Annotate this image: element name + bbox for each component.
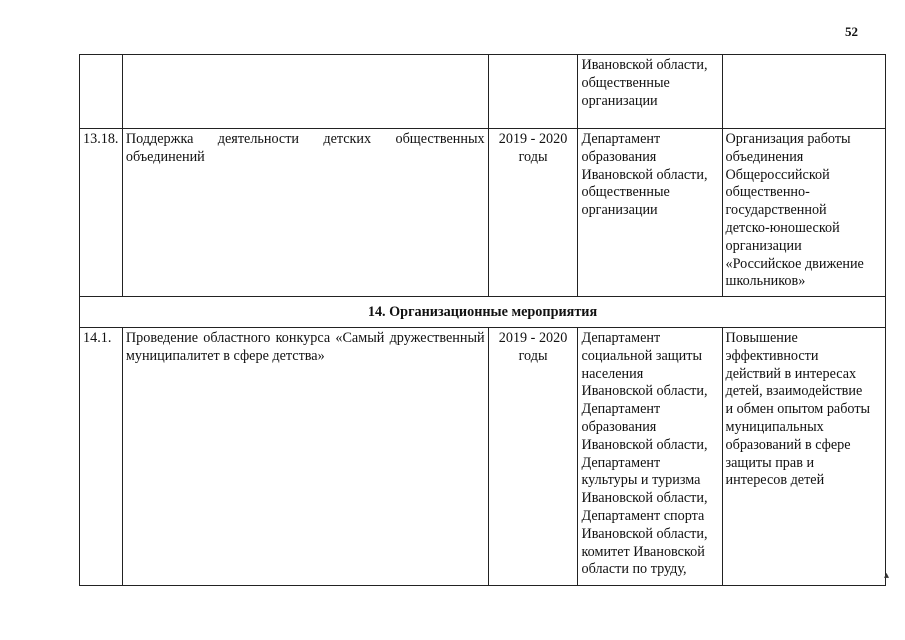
section-title: 14. Организационные мероприятия — [80, 297, 886, 328]
table-row-continuation — [80, 55, 886, 129]
cell-result: Организация работы объединения Общероссийской общественно- государственной детско-юношеской организации «Российское движение школьников» — [722, 129, 885, 297]
table-row-14-1 — [80, 328, 886, 586]
cell-term — [488, 55, 578, 129]
cell-term: 2019 - 2020 годы — [488, 328, 578, 586]
cell-executors: Департамент социальной защиты населения Ивановской области, Департамент образования Ивановской области, Департамент культуры и туризма Ивановской области, Департамент спорта Ивановской области, комитет Ивановской области по труду, — [578, 328, 722, 586]
cell-executors: Ивановской области, общественные организации — [578, 55, 722, 129]
page-number: 52 — [845, 24, 858, 39]
table-row-13-18 — [80, 129, 886, 297]
cell-num: 14.1. — [80, 328, 123, 586]
cell-name: Поддержка деятельности детских общественных объединений — [122, 129, 488, 297]
cell-term: 2019 - 2020 годы — [488, 129, 578, 297]
scan-artifact-mark: ▴ — [884, 570, 890, 581]
measures-table — [79, 54, 886, 586]
cell-num: 13.18. — [80, 129, 123, 297]
cell-result: Повышение эффективности действий в интересах детей, взаимодействие и обмен опытом работы муниципальных образований в сфере защиты прав и интересов детей — [722, 328, 885, 586]
cell-executors: Департамент образования Ивановской области, общественные организации — [578, 129, 722, 297]
section-header-row — [80, 297, 886, 328]
cell-result — [722, 55, 885, 129]
cell-num — [80, 55, 123, 129]
cell-name — [122, 55, 488, 129]
cell-name: Проведение областного конкурса «Самый дружественный муниципалитет в сфере детства» — [122, 328, 488, 586]
